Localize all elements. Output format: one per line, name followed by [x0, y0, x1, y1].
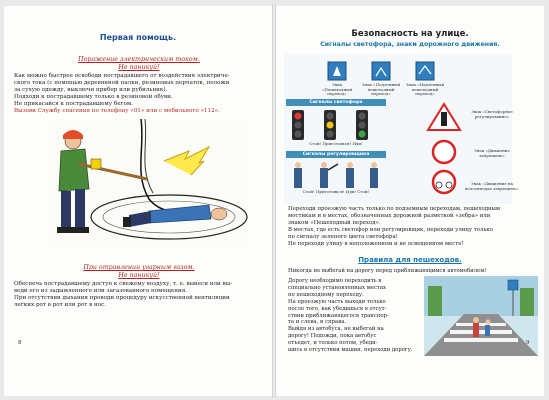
no-bicycles-sign-icon [433, 171, 455, 193]
text-line: отъедет, и только потом, убеди- [288, 340, 378, 347]
pedestrian-crossing-sign-icon [328, 62, 346, 80]
traffic-light-caption: Стой! Приготовься! Иди! [309, 141, 363, 146]
electric-shock-illustration [49, 119, 249, 249]
sign-label: Знак «Движение на велосипедах запрещено» [465, 181, 519, 191]
regulator-caption: Стой! Приготовься! Иди! Стой! [302, 189, 370, 194]
text-line: Обеспечь пострадавшему доступ к свежему воздуху, т. е. вынеси или вы- [14, 281, 233, 287]
co-poisoning-text [14, 281, 270, 309]
overhead-crossing-sign-icon [416, 62, 434, 80]
sign-label: Знак «Светофорное регулирование» [471, 109, 513, 119]
text-line: легких рот в рот или рот в нос. [14, 302, 107, 309]
text-line: Переходи проезжую часть только по подземным переходам, пешеходным [288, 206, 501, 212]
text-line: дорогу! Подожди, пока автобус [288, 333, 377, 340]
crossing-paragraph [288, 206, 538, 247]
text-line: Не прикасайся к пострадавшему бегом. [14, 101, 133, 108]
sign-label: Знак «Движение запрещено» [474, 148, 510, 158]
traffic-lights-band: Сигналы светофора [309, 100, 363, 105]
text-line: за сухую одежду, выключи прибор или рубильник). [14, 87, 168, 94]
traffic-light-icon [292, 110, 368, 140]
text-line: Не переходи улицу в неположенном и не освещенном месте! [288, 240, 464, 247]
text-line: по сигналу зеленого цвета светофора! [288, 233, 398, 240]
text-line: На проезжую часть выходи только [288, 298, 386, 305]
sign-label: Знак «Подземный пешеходный переход» [361, 82, 401, 97]
left-page-number: 8 [18, 340, 22, 346]
underground-crossing-sign-icon [372, 62, 390, 80]
text-line: шись в отсутствии машин, переходи дорогу. [288, 347, 413, 354]
text-line: ствии приближающегося транспор- [288, 312, 389, 319]
co-poisoning-heading: При отравлении угарным газом. [83, 264, 195, 271]
co-poisoning-no-panic: Не паникуй! [118, 272, 160, 279]
text-line: ского тока (с помощью деревянной палки, резиновых перчаток, положи [14, 80, 230, 87]
crosswalk-illustration [424, 276, 538, 356]
text-line: мостикам и в местах, обозначенных дорожной разметкой «зебра» или [288, 212, 491, 219]
rescue-call-line: Вызови Службу спасения по телефону «01» или с мобильного «112». [14, 108, 220, 115]
rules-text [288, 278, 420, 354]
sign-label: Знак «Надземный пешеходный переход» [405, 82, 445, 97]
electric-shock-no-panic: Не паникуй! [118, 64, 160, 71]
sign-label: Знак «Пешеходный переход» [321, 82, 353, 97]
right-page-subtitle: Сигналы светофора, знаки дорожного движения. [320, 41, 500, 48]
left-page [4, 6, 272, 396]
text-line: Подходи к пострадавшему только в резиновой обуви. [14, 94, 173, 101]
rules-title: Правила для пешеходов. [358, 256, 462, 264]
electric-shock-text [14, 73, 270, 116]
text-line: знаком «Пешеходный переход». [288, 219, 381, 226]
text-line: после того, как убедишься в отсут- [288, 305, 387, 312]
text-line: та и слева, и справа. [288, 319, 347, 326]
regulator-band: Сигналы регулировщика [302, 152, 370, 157]
text-line: В местах, где есть светофор или регулировщик, переходи улицу только [288, 226, 493, 233]
text-line: Дорогу необходимо переходить в [288, 278, 382, 284]
text-line: специально установленных местах [288, 284, 386, 291]
left-page-title: Первая помощь. [99, 33, 177, 42]
text-line: При отсутствии дыхания проводи процедуру искусственной вентиляции [14, 295, 230, 302]
rules-intro: Никогда не выбегай на дорогу перед приближающимся автомобилем! [288, 268, 487, 274]
no-entry-sign-icon [433, 141, 455, 163]
right-page-number: 9 [526, 340, 530, 346]
right-page-title: Безопасность на улице. [351, 29, 469, 39]
text-line: Выйдя из автобуса, не выбегай на [288, 326, 384, 333]
text-line: веди его из задымленного или загазованного помещения. [14, 288, 188, 295]
electric-shock-heading: Поражение электрическим током. [78, 56, 200, 63]
text-line: Как можно быстрее освободи пострадавшего от воздействия электриче- [14, 73, 230, 79]
right-page [276, 6, 544, 396]
text-line: по пешеходному переходу. [288, 291, 364, 298]
